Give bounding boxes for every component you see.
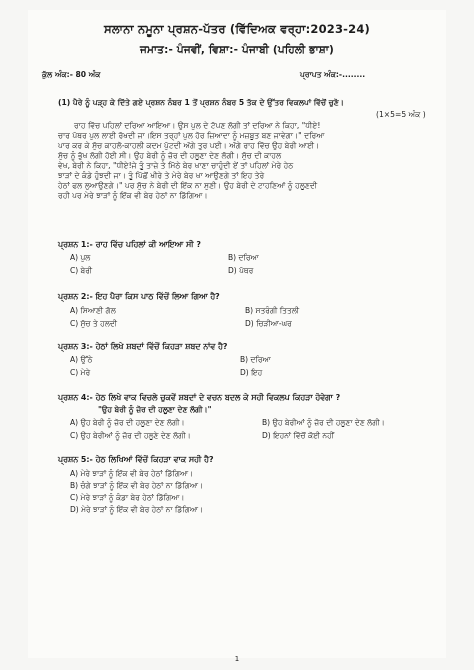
q1-option-c[interactable]: C) ਬੇਰੀ bbox=[70, 266, 93, 275]
q2-option-b[interactable]: B) ਸਤਰੰਗੀ ਤਿਤਲੀ bbox=[245, 306, 300, 315]
q5-option-c[interactable]: C) ਮੇਰੇ ਝਾੜਾਂ ਨੂੰ ਕੰਡਾ ਬੇਰ ਹੇਠਾਂ ਡਿੱਗਿਆ। bbox=[70, 493, 185, 502]
passage-line: ਹੇਠਾਂ ਫਲ ਲੁਆਉਣਗੇ।" ਪਰ ਸੁੱਚ ਨੇ ਬੇਰੀ ਦੀ ਇੱਕ ਨਾ ਸੁਣੀ। ਉਹ ਬੇਰੀ ਦੇ ਟਾਹਣਿਆਂ ਨੂੰ ਹਲੂਣਦੀ bbox=[58, 181, 318, 190]
q1-option-a[interactable]: A) ਪੁਲ bbox=[70, 253, 91, 262]
passage-line: ਰਾਹ ਵਿੱਚ ਪਹਿਲਾਂ ਦਰਿਆ ਆਇਆ। ਉਸ ਪੁਲ ਦੇ ਟੱਪਣ ਲੱਗੀ ਤਾਂ ਦਰਿਆ ਨੇ ਕਿਹਾ, "ਧੀਏ! bbox=[74, 121, 321, 130]
paper-title: ਸਲਾਨਾ ਨਮੂਨਾ ਪ੍ਰਸ਼ਨ-ਪੱਤਰ (ਵਿੱਦਿਅਕ ਵਰ੍ਹਾ:2023-24) bbox=[103, 22, 371, 36]
section-marks: (1×5=5 ਅੰਕ ) bbox=[376, 110, 426, 119]
q2-option-c[interactable]: C) ਸੁੱਚ ਤੇ ਹਲਦੀ bbox=[70, 319, 118, 328]
question-4: ਪ੍ਰਸ਼ਨ 4:- ਹੇਠ ਲਿਖੇ ਵਾਕ ਵਿਚਲੇ ਚੁਕਵੇਂ ਸ਼ਬਦਾਂ ਦੇ ਵਚਨ ਬਦਲ ਕੇ ਸਹੀ ਵਿਕਲਪ ਕਿਹੜਾ ਹੋਵੇਗਾ ? bbox=[58, 393, 341, 402]
q1-option-b[interactable]: B) ਦਰਿਆ bbox=[228, 253, 259, 262]
question-3: ਪ੍ਰਸ਼ਨ 3:- ਹੇਠਾਂ ਲਿਖੇ ਸ਼ਬਦਾਂ ਵਿੱਚੋਂ ਕਿਹੜਾ ਸ਼ਬਦ ਨਾਂਵ ਹੈ? bbox=[58, 342, 228, 351]
q5-option-d[interactable]: D) ਮੇਰੇ ਝਾੜਾਂ ਨੂੰ ਇੱਕ ਵੀ ਬੇਰ ਹੇਠਾਂ ਨਾ ਡਿੱਗਿਆ। bbox=[70, 505, 204, 514]
page-number: 1 bbox=[234, 655, 240, 663]
q3-option-c[interactable]: C) ਮੇਰੇ bbox=[70, 368, 91, 377]
q4-quote: "ਉਹ ਬੇਰੀ ਨੂੰ ਜ਼ੋਰ ਦੀ ਹਲੂਣਾ ਦੇਣ ਲੱਗੀ।" bbox=[98, 405, 212, 414]
q4-option-c[interactable]: C) ਉਹ ਬੇਰੀਆਂ ਨੂੰ ਜ਼ੋਰ ਦੀ ਹਲੂਣੇ ਦੇਣ ਲੱਗੀ। bbox=[70, 431, 191, 440]
passage-line: ਵੇਖ, ਬੇਰੀ ਨੇ ਕਿਹਾ, "ਧੀਏ!ਜੇ ਤੂੰ ਤਾਜ਼ੇ ਤੇ ਮਿੱਠੇ ਬੇਰ ਖਾਣਾ ਚਾਹੁੰਦੀ ਏਂ ਤਾਂ ਪਹਿਲਾਂ ਮੇਰੇ ਹੇਠ bbox=[58, 161, 294, 170]
question-5: ਪ੍ਰਸ਼ਨ 5:- ਹੇਠ ਲਿਖਿਆਂ ਵਿੱਚੋਂ ਕਿਹੜਾ ਵਾਕ ਸਹੀ ਹੈ? bbox=[58, 455, 214, 464]
q4-option-a[interactable]: A) ਉਹ ਬੇਰੀ ਨੂੰ ਜ਼ੋਰ ਦੀ ਹਲੂਣਾ ਦੇਣ ਲੱਗੀ। bbox=[70, 418, 185, 427]
class-subject-line: ਜਮਾਤ:- ਪੰਜਵੀਂ, ਵਿਸ਼ਾ:- ਪੰਜਾਬੀ (ਪਹਿਲੀ ਭਾਸ਼ਾ) bbox=[139, 44, 335, 56]
question-2: ਪ੍ਰਸ਼ਨ 2:- ਇਹ ਪੈਰਾ ਕਿਸ ਪਾਠ ਵਿੱਚੋਂ ਲਿਆ ਗਿਆ ਹੈ? bbox=[58, 292, 220, 301]
section-instruction: (1) ਪੈਰੇ ਨੂੰ ਪੜ੍ਹ ਕੇ ਦਿੱਤੇ ਗਏ ਪ੍ਰਸ਼ਨ ਨੰਬਰ 1 ਤੋਂ ਪ੍ਰਸ਼ਨ ਨੰਬਰ 5 ਤੱਕ ਦੇ ਉੱਤਰ ਵਿਕਲਪਾਂ ਵਿੱਚੋਂ ਚੁਣੋ। bbox=[58, 98, 344, 107]
q1-option-d[interactable]: D) ਪੱਥਰ bbox=[228, 266, 254, 275]
passage-line: ਪਾਰ ਕਰ ਕੇ ਸੁੱਚ ਕਾਹਲੋ-ਕਾਹਲੀ ਕਦਮ ਪੁੱਟਦੀ ਅੱਗੇ ਤੁਰ ਪਈ। ਅੱਗੇ ਰਾਹ ਵਿੱਚ ਉਹ ਬੇਰੀ ਆਈ। bbox=[58, 141, 320, 150]
q3-option-a[interactable]: A) ਉੱਠੇ bbox=[70, 355, 93, 364]
obtained-marks: ਪ੍ਰਾਪਤ ਅੰਕ:-........ bbox=[300, 70, 366, 79]
q5-option-a[interactable]: A) ਮੇਰੇ ਝਾੜਾਂ ਨੂੰ ਇੱਕ ਵੀ ਬੇਰ ਹੇਠਾਂ ਡਿੱਗਿਆ। bbox=[70, 469, 194, 478]
q2-option-d[interactable]: D) ਚਿੜੀਆ-ਘਰ bbox=[245, 319, 292, 328]
passage-line: ਸੁੱਚ ਨੂੰ ਭੁੱਖ ਲੱਗੀ ਹੋਈ ਸੀ। ਉਹ ਬੇਰੀ ਨੂੰ ਜ਼ੋਰ ਦੀ ਹਲੂਣਾ ਦੇਣ ਲੱਗੀ। ਸੁੱਚ ਦੀ ਕਾਹਲ bbox=[58, 151, 282, 160]
total-marks: ਕੁੱਲ ਅੰਕ:- 80 ਅੰਕ bbox=[42, 70, 101, 79]
passage-line: ਝਾੜਾਂ ਦੇ ਕੰਡੇ ਹੁੰਝਦੀ ਜਾ। ਤੂੰ ਪਿੱਛੋਂ ਖੀਰੇ ਤੇ ਮੇਰੇ ਬੇਰ ਖਾ ਆਉਣਗੇ ਤਾਂ ਇਹ ਤੇਰੇ bbox=[58, 171, 265, 180]
question-1: ਪ੍ਰਸ਼ਨ 1:- ਰਾਹ ਵਿੱਚ ਪਹਿਲਾਂ ਕੀ ਆਇਆ ਸੀ ? bbox=[58, 240, 201, 249]
q5-option-b[interactable]: B) ਚੰਗੇ ਝਾੜਾਂ ਨੂੰ ਇੱਕ ਵੀ ਬੇਰ ਹੇਠਾਂ ਨਾ ਡਿੱਗਿਆ। bbox=[70, 481, 204, 490]
q3-option-b[interactable]: B) ਦਰਿਆ bbox=[240, 355, 271, 364]
q2-option-a[interactable]: A) ਸਿਆਣੀ ਗੱਲ bbox=[70, 306, 116, 315]
passage-line: ਰਹੀ ਪਰ ਮੇਰੇ ਝਾੜਾਂ ਨੂੰ ਇੱਕ ਵੀ ਬੇਰ ਹੇਠਾਂ ਨਾ ਡਿੱਗਿਆ। bbox=[58, 191, 208, 200]
q4-option-d[interactable]: D) ਇਹਨਾਂ ਵਿੱਚੋਂ ਕੋਈ ਨਹੀਂ bbox=[262, 431, 334, 440]
q3-option-d[interactable]: D) ਇਹ bbox=[240, 368, 263, 377]
passage-line: ਚਾਰ ਪੱਥਰ ਪੁਲ ਲਾਈ ਰੱਖਦੀ ਜਾ।ਇਸ ਤਰ੍ਹਾਂ ਪੁਲ ਹੋਰ ਜ਼ਿਆਦਾ ਨੂੰ ਮਜ਼ਬੂਤ ਬਣ ਜਾਵੇਗਾ।" ਦਰਿਆ bbox=[58, 131, 325, 140]
q4-option-b[interactable]: B) ਉਹ ਬੇਰੀਆਂ ਨੂੰ ਜ਼ੋਰ ਦੀ ਹਲੂਣਾ ਦੇਣ ਲੱਗੀ। bbox=[262, 418, 385, 427]
